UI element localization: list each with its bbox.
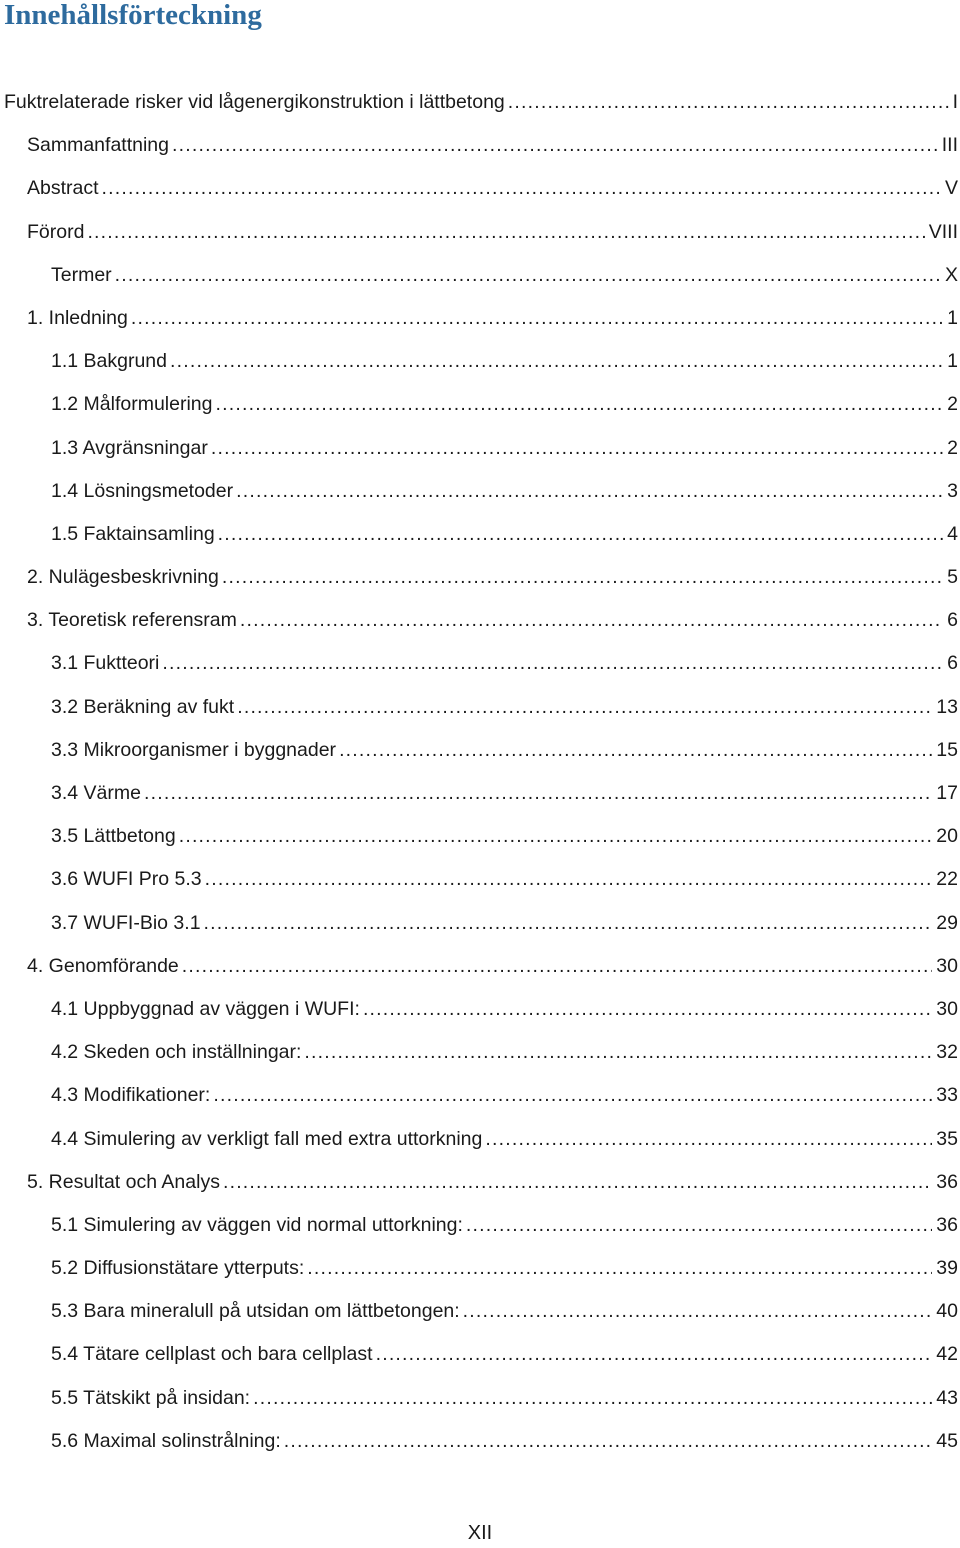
- toc-entry-title: 5.5 Tätskikt på insidan:: [51, 1386, 251, 1409]
- toc-entry[interactable]: [0, 1377, 960, 1420]
- toc-entry-title: Termer: [51, 263, 112, 286]
- toc-dot-leader: [182, 945, 933, 988]
- toc-entry-title: 3.3 Mikroorganismer i byggnader: [51, 738, 337, 761]
- toc-dot-leader: [144, 772, 932, 815]
- toc-dot-leader: [466, 1204, 932, 1247]
- toc-entry-title: 3.4 Värme: [51, 782, 141, 804]
- toc-entry-page: 13: [936, 695, 958, 718]
- toc-dot-leader: [253, 1377, 932, 1420]
- toc-entry[interactable]: [0, 81, 960, 124]
- toc-dot-leader: [213, 1074, 932, 1117]
- toc-entry[interactable]: [0, 945, 960, 988]
- page-number: XII: [467, 1522, 493, 1544]
- toc-entry-title: 5.2 Diffusionstätare ytterputs:: [51, 1257, 305, 1280]
- toc-dot-leader: [204, 902, 933, 945]
- toc-entry-page: 6: [947, 652, 958, 675]
- toc-entry[interactable]: [0, 599, 960, 642]
- toc-entry-page: 36: [936, 1170, 958, 1193]
- toc-entry[interactable]: [0, 254, 960, 297]
- toc-dot-leader: [131, 297, 943, 340]
- toc-entry-title: 5.6 Maximal solinstrålning:: [51, 1429, 281, 1452]
- toc-entry-page: 2: [947, 393, 958, 416]
- toc-dot-leader: [236, 470, 943, 513]
- toc-entry[interactable]: [0, 988, 960, 1031]
- toc-entry[interactable]: [0, 427, 960, 470]
- toc-entry[interactable]: [0, 1290, 960, 1333]
- toc-dot-leader: [115, 254, 941, 297]
- toc-dot-leader: [87, 211, 924, 254]
- toc-entry-title: 1. Inledning: [27, 306, 128, 329]
- toc-entry-title: 1.5 Faktainsamling: [51, 522, 215, 545]
- toc-entry-title: 5.3 Bara mineralull på utsidan om lättbetongen:: [51, 1300, 460, 1323]
- toc-entry-title: 3.1 Fuktteori: [51, 652, 160, 675]
- toc-entry[interactable]: [0, 858, 960, 901]
- toc-entry-page: III: [941, 134, 958, 157]
- toc-entry-title: 5.1 Simulering av väggen vid normal uttorkning:: [51, 1213, 463, 1236]
- toc-dot-leader: [170, 340, 943, 383]
- toc-entry[interactable]: [0, 1031, 960, 1074]
- toc-dot-leader: [222, 556, 943, 599]
- toc-entry-title: 5. Resultat och Analys: [27, 1170, 220, 1193]
- toc-entry[interactable]: [0, 1247, 960, 1290]
- toc-entry-page: 4: [947, 522, 958, 545]
- toc-entry[interactable]: [0, 1074, 960, 1117]
- toc-entry-page: I: [952, 91, 958, 113]
- toc-entry[interactable]: [0, 642, 960, 685]
- toc-dot-leader: [240, 599, 943, 642]
- toc-entry-page: 1: [947, 350, 958, 373]
- toc-dot-leader: [223, 1161, 932, 1204]
- toc-entry-title: 3.2 Beräkning av fukt: [51, 695, 235, 718]
- toc-entry-page: 43: [936, 1386, 958, 1409]
- toc-entry[interactable]: [0, 340, 960, 383]
- toc-entry[interactable]: [0, 1118, 960, 1161]
- toc-entry-page: 39: [936, 1257, 958, 1280]
- toc-entry-page: 6: [947, 609, 958, 632]
- toc-entry-page: VIII: [928, 220, 958, 243]
- toc-entry-title: 1.1 Bakgrund: [51, 350, 168, 373]
- toc-entry[interactable]: [0, 513, 960, 556]
- toc-entry-title: 3.7 WUFI-Bio 3.1: [51, 911, 201, 934]
- toc-entry-page: 36: [936, 1213, 958, 1236]
- toc-entry-title: 4.4 Simulering av verkligt fall med extra uttorkning: [51, 1127, 483, 1150]
- toc-entry-title: Abstract: [27, 177, 99, 200]
- toc-entry[interactable]: [0, 1161, 960, 1204]
- toc-dot-leader: [215, 383, 943, 426]
- toc-entry-title: Fuktrelaterade risker vid lågenergikonstruktion i lättbetong: [4, 91, 505, 113]
- toc-entry[interactable]: [0, 383, 960, 426]
- toc-entry-title: 4.3 Modifikationer:: [51, 1084, 211, 1107]
- toc-entry[interactable]: [0, 124, 960, 167]
- toc-dot-leader: [376, 1333, 933, 1376]
- toc-entry[interactable]: [0, 1204, 960, 1247]
- toc-dot-leader: [179, 815, 933, 858]
- toc-entry-title: Förord: [27, 220, 85, 243]
- toc-dot-leader: [211, 427, 943, 470]
- toc-entry[interactable]: [0, 686, 960, 729]
- toc-entry-page: X: [944, 263, 958, 286]
- toc-dot-leader: [284, 1420, 933, 1463]
- toc-entry[interactable]: [0, 556, 960, 599]
- toc-dot-leader: [363, 988, 932, 1031]
- toc-dot-leader: [463, 1290, 933, 1333]
- toc-entry-page: 45: [936, 1429, 958, 1452]
- toc-dot-leader: [237, 686, 932, 729]
- toc-heading: Innehållsförteckning: [4, 0, 262, 31]
- toc-entry-title: Sammanfattning: [27, 134, 169, 157]
- toc-entry-page: 29: [936, 911, 958, 934]
- toc-entry-page: 35: [936, 1127, 958, 1150]
- toc-dot-leader: [485, 1118, 932, 1161]
- toc-dot-leader: [102, 167, 941, 210]
- toc-entry[interactable]: [0, 470, 960, 513]
- toc-entry-title: 4. Genomförande: [27, 954, 179, 977]
- toc-dot-leader: [307, 1247, 932, 1290]
- toc-entry-title: 5.4 Tätare cellplast och bara cellplast: [51, 1343, 373, 1366]
- toc-entry-page: 22: [936, 868, 958, 891]
- toc-entry[interactable]: [0, 167, 960, 210]
- toc-dot-leader: [218, 513, 943, 556]
- toc-entry-page: 17: [936, 782, 958, 804]
- toc-dot-leader: [508, 81, 949, 124]
- toc-entry-page: 20: [936, 825, 958, 848]
- toc-entry-title: 4.1 Uppbyggnad av väggen i WUFI:: [51, 997, 360, 1020]
- toc-entry-page: 33: [936, 1084, 958, 1107]
- toc-list: [0, 81, 960, 1463]
- toc-entry-title: 1.4 Lösningsmetoder: [51, 479, 234, 502]
- toc-dot-leader: [205, 858, 933, 901]
- toc-entry[interactable]: [0, 297, 960, 340]
- toc-entry-page: 30: [936, 954, 958, 977]
- toc-entry-title: 2. Nulägesbeskrivning: [27, 566, 219, 589]
- toc-entry-title: 3.6 WUFI Pro 5.3: [51, 868, 202, 891]
- toc-dot-leader: [304, 1031, 932, 1074]
- toc-entry-page: 42: [936, 1343, 958, 1366]
- toc-entry-title: 3. Teoretisk referensram: [27, 609, 237, 632]
- toc-entry-page: 5: [947, 566, 958, 589]
- toc-entry-page: 30: [936, 997, 958, 1020]
- toc-entry-page: 32: [936, 1041, 958, 1064]
- toc-entry-title: 1.2 Målformulering: [51, 393, 213, 416]
- toc-dot-leader: [162, 642, 943, 685]
- toc-entry-page: 3: [947, 479, 958, 502]
- toc-entry-page: 15: [936, 738, 958, 761]
- toc-entry[interactable]: [0, 815, 960, 858]
- toc-entry[interactable]: [0, 729, 960, 772]
- toc-entry[interactable]: [0, 211, 960, 254]
- toc-entry-page: 40: [936, 1300, 958, 1323]
- toc-entry-page: 2: [947, 436, 958, 459]
- toc-dot-leader: [339, 729, 932, 772]
- toc-entry-title: 3.5 Lättbetong: [51, 825, 176, 848]
- toc-entry[interactable]: [0, 1420, 960, 1463]
- toc-dot-leader: [172, 124, 938, 167]
- toc-entry[interactable]: [0, 902, 960, 945]
- toc-entry-title: 1.3 Avgränsningar: [51, 436, 208, 459]
- toc-entry-title: 4.2 Skeden och inställningar:: [51, 1041, 302, 1064]
- toc-entry[interactable]: [0, 1333, 960, 1376]
- toc-entry[interactable]: [0, 772, 960, 815]
- toc-entry-page: 1: [947, 306, 958, 329]
- toc-entry-page: V: [944, 177, 958, 200]
